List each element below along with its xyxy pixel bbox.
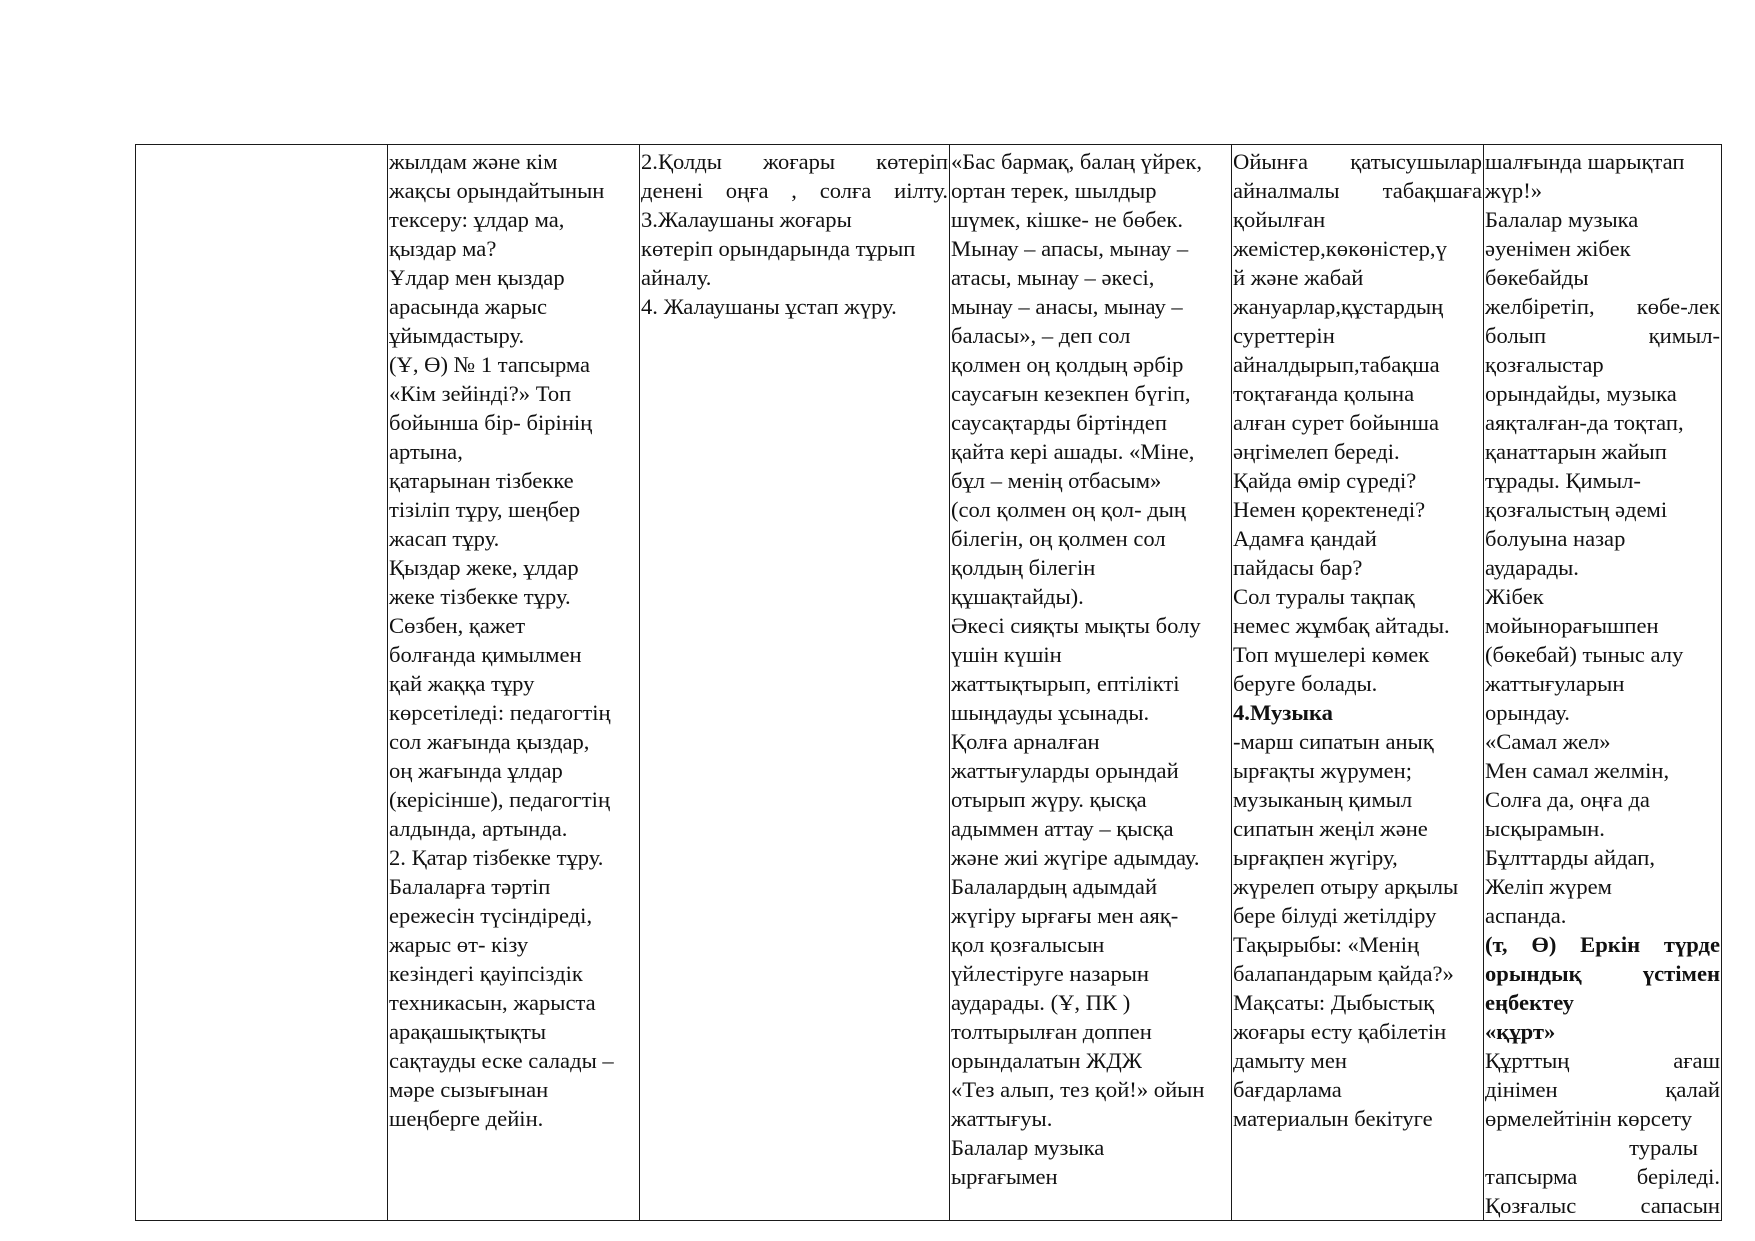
cell-text-line: шыңдауды ұсынады. — [951, 700, 1150, 725]
table-row — [136, 145, 1722, 1221]
cell-text-line: Ойынға қатысушылар — [1233, 149, 1482, 174]
cell-text-line: жақсы орындайтынын — [389, 178, 605, 203]
table-cell-col-1 — [136, 145, 388, 1221]
cell-text-line: Желіп жүрем — [1485, 874, 1612, 899]
cell-text-line: Топ мүшелері көмек — [1233, 642, 1430, 667]
cell-text-line: желбіретіп, көбе-лек — [1485, 294, 1720, 319]
cell-text-line: арасында жарыс — [389, 294, 547, 319]
cell-text-line: саусағын кезекпен бүгіп, — [951, 381, 1191, 406]
cell-text-line: толтырылған доппен — [951, 1019, 1152, 1044]
cell-text-line: балапандарым қайда?» — [1233, 961, 1454, 986]
cell-text-line: Жібек — [1485, 584, 1544, 609]
cell-text-line: тізіліп тұру, шеңбер — [389, 497, 581, 522]
cell-text-line: орындық үстімен — [1485, 961, 1720, 986]
cell-text-line: жаттығуларды орындай — [951, 758, 1179, 783]
cell-text-line: Қайда өмір сүреді? — [1233, 468, 1417, 493]
table-cell-col-4 — [950, 145, 1232, 1221]
cell-text-line: бөкебайды — [1485, 265, 1589, 290]
cell-text-line: тексеру: ұлдар ма, — [389, 207, 565, 232]
cell-text-line: көрсетіледі: педагогтің — [389, 700, 611, 725]
cell-text-line: айналдырып,табақша — [1233, 352, 1440, 377]
cell-text-line: ысқырамын. — [1485, 816, 1605, 841]
lesson-plan-table — [135, 144, 1722, 1221]
cell-text-line: адыммен аттау – қысқа — [951, 816, 1174, 841]
cell-text-line: ырғақты жүрумен; — [1233, 758, 1413, 783]
cell-text-line: -марш сипатын анық — [1233, 729, 1434, 754]
cell-text-line: Сөзбен, қажет — [389, 613, 526, 638]
cell-text-line: отырып жүру. қысқа — [951, 787, 1147, 812]
cell-text-line: айналмалы табақшаға — [1233, 178, 1482, 203]
cell-text-line: қатарынан тізбекке — [389, 468, 574, 493]
cell-text-line: Қозғалыс сапасын — [1485, 1193, 1720, 1218]
cell-text-line: Мен самал желмін, — [1485, 758, 1670, 783]
cell-text-line: Мақсаты: Дыбыстық — [1233, 990, 1435, 1015]
cell-text-line: қайта кері ашады. «Міне, — [951, 439, 1195, 464]
cell-text-line: «Тез алып, тез қой!» ойын — [951, 1077, 1205, 1102]
cell-text-line: үшін күшін — [951, 642, 1062, 667]
cell-text-line: оң жағында ұлдар — [389, 758, 563, 783]
cell-text-line: Әкесі сияқты мықты болу — [951, 613, 1201, 638]
cell-text-line: жоғары есту қабілетін — [1233, 1019, 1447, 1044]
cell-text-line: әңгімелеп береді. — [1233, 439, 1400, 464]
cell-text-line: бағдарлама — [1233, 1077, 1342, 1102]
cell-text-line: 4. Жалаушаны ұстап жүру. — [641, 294, 897, 319]
cell-text-line: (т, Ө) Еркін түрде — [1485, 932, 1720, 957]
cell-text-line: қолмен оң қолдың әрбір — [951, 352, 1184, 377]
cell-text-line: техникасын, жарыста — [389, 990, 596, 1015]
cell-text-line: жемістер,көкөністер,ү — [1233, 236, 1447, 261]
cell-text-line: пайдасы бар? — [1233, 555, 1363, 580]
cell-text-line: ұйымдастыру. — [389, 323, 525, 348]
cell-text-line: суреттерін — [1233, 323, 1335, 348]
cell-text-line: сипатын жеңіл және — [1233, 816, 1428, 841]
cell-text-line: жүр!» — [1485, 178, 1543, 203]
table-cell-col-3 — [640, 145, 950, 1221]
cell-text-line: жүрелеп отыру арқылы — [1233, 874, 1459, 899]
cell-text-line: денені оңға , солға иілту. — [641, 178, 948, 203]
cell-text-line: жеке тізбекке тұру. — [389, 584, 571, 609]
cell-text-line: (Ұ, Ө) № 1 тапсырма — [389, 352, 591, 377]
cell-text-line: Қолға арналған — [951, 729, 1100, 754]
cell-text-line: орындау. — [1485, 700, 1570, 725]
cell-text-line: (бөкебай) тыныс алу — [1485, 642, 1684, 667]
cell-text-line: беруге болады. — [1233, 671, 1378, 696]
cell-text-line: және жиі жүгіре адымдау. — [951, 845, 1200, 870]
cell-text-line: алған сурет бойынша — [1233, 410, 1439, 435]
cell-text-line: Солға да, оңға да — [1485, 787, 1650, 812]
cell-text-line: «Бас бармақ, балаң үйрек, — [951, 149, 1203, 174]
cell-text-line: аяқталған-да тоқтап, — [1485, 410, 1684, 435]
cell-text-line: Балаларға тәртіп — [389, 874, 551, 899]
cell-text-line: ережесін түсіндіреді, — [389, 903, 593, 928]
cell-text-line: 2.Қолды жоғары көтеріп — [641, 149, 948, 174]
cell-text-line: бойынша бір- бірінің — [389, 410, 593, 435]
cell-text-line: қозғалыстар — [1485, 352, 1604, 377]
cell-text-line: қойылған — [1233, 207, 1326, 232]
cell-text-line: Балалар музыка — [951, 1135, 1105, 1160]
cell-text-line: артына, — [389, 439, 463, 464]
cell-text-line: шүмек, кішке- не бөбек. — [951, 207, 1183, 232]
cell-text-line: сақтауды еске салады – — [389, 1048, 614, 1073]
cell-text-line: тапсырма беріледі. — [1485, 1164, 1720, 1189]
cell-text-line: аударады. (Ұ, ПК ) — [951, 990, 1131, 1015]
cell-text-line: мойынорағышпен — [1485, 613, 1659, 638]
cell-text-line: ырғағымен — [951, 1164, 1058, 1189]
table-cell-col-6 — [1484, 145, 1722, 1221]
cell-text-line: қозғалыстың әдемі — [1485, 497, 1668, 522]
cell-text-line: мәре сызығынан — [389, 1077, 549, 1102]
cell-text-line: немес жұмбақ айтады. — [1233, 613, 1450, 638]
cell-text-line: саусақтарды біртіндеп — [951, 410, 1167, 435]
cell-text-line: өрмелейтінін көрсету — [1485, 1106, 1693, 1131]
cell-text-line: үйлестіруге назарын — [951, 961, 1150, 986]
cell-text-line: Құрттың ағаш — [1485, 1048, 1720, 1073]
cell-text-line: шеңберге дейін. — [389, 1106, 544, 1131]
cell-text-line: атасы, мынау – әкесі, — [951, 265, 1155, 290]
cell-text-line: орындайды, музыка — [1485, 381, 1677, 406]
cell-text-line: жаттығуы. — [951, 1106, 1053, 1131]
cell-text-line: 2. Қатар тізбекке тұру. — [389, 845, 604, 870]
cell-text-line: құшақтайды). — [951, 584, 1084, 609]
cell-text-line: болғанда қимылмен — [389, 642, 582, 667]
cell-text-line: материалын бекітуге — [1233, 1106, 1433, 1131]
cell-text-line: көтеріп орындарында тұрып — [641, 236, 916, 261]
cell-text-line: жануарлар,құстардың — [1233, 294, 1444, 319]
cell-text-line: тоқтағанда қолына — [1233, 381, 1415, 406]
cell-text-line: «Кім зейінді?» Топ — [389, 381, 572, 406]
cell-text-line: жаттықтырып, ептілікті — [951, 671, 1180, 696]
cell-text-line: аспанда. — [1485, 903, 1567, 928]
cell-text-line: сол жағында қыздар, — [389, 729, 590, 754]
cell-text-line: туралы — [1629, 1135, 1698, 1160]
cell-text-line: шалғында шарықтап — [1485, 149, 1685, 174]
cell-text-line: Сол туралы тақпақ — [1233, 584, 1415, 609]
cell-text-line: Мынау – апасы, мынау – — [951, 236, 1189, 261]
cell-text-line: Ұлдар мен қыздар — [389, 265, 565, 290]
cell-text-line: дамыту мен — [1233, 1048, 1347, 1073]
cell-text-line: әуенімен жібек — [1485, 236, 1631, 261]
table-cell-col-2 — [388, 145, 640, 1221]
cell-text-line: (керісінше), педагогтің — [389, 787, 611, 812]
cell-text-line: Бұлттарды айдап, — [1485, 845, 1656, 870]
cell-text-line: жасап тұру. — [389, 526, 500, 551]
cell-text-line: болып қимыл- — [1485, 323, 1720, 348]
cell-text-line: бұл – менің отбасым» — [951, 468, 1162, 493]
cell-text-line: жылдам және кім — [389, 149, 558, 174]
cell-text-line: орындалатын ЖДЖ — [951, 1048, 1142, 1073]
cell-text-line: жаттығуларын — [1485, 671, 1625, 696]
cell-text-line: бере білуді жетілдіру — [1233, 903, 1437, 928]
cell-text-line: тұрады. Қимыл- — [1485, 468, 1641, 493]
cell-text-line: еңбектеу — [1485, 990, 1574, 1015]
cell-text-line: болуына назар — [1485, 526, 1626, 551]
cell-text-line: 4.Музыка — [1233, 700, 1333, 725]
cell-text-line: арақашықтықты — [389, 1019, 546, 1044]
cell-text-line: Тақырыбы: «Менің — [1233, 932, 1420, 957]
cell-text-line: й және жабай — [1233, 265, 1364, 290]
cell-text-line: жүгіру ырғағы мен аяқ- — [951, 903, 1179, 928]
cell-text-line: қолдың білегін — [951, 555, 1096, 580]
cell-text-line: қол қозғалысын — [951, 932, 1105, 957]
cell-text-line: Балалардың адымдай — [951, 874, 1158, 899]
cell-text-line: ырғақпен жүгіру, — [1233, 845, 1398, 870]
cell-text-line: қанаттарын жайып — [1485, 439, 1667, 464]
cell-text-line: «құрт» — [1485, 1019, 1556, 1044]
cell-text-line: кезіндегі қауіпсіздік — [389, 961, 583, 986]
cell-text-line: Адамға қандай — [1233, 526, 1377, 551]
cell-text-line: дінімен қалай — [1485, 1077, 1720, 1102]
cell-text-line: 3.Жалаушаны жоғары — [641, 207, 852, 232]
cell-text-line: білегін, оң қолмен сол — [951, 526, 1166, 551]
cell-text-line: «Самал жел» — [1485, 729, 1611, 754]
cell-text-line: Қыздар жеке, ұлдар — [389, 555, 579, 580]
table-cell-col-5 — [1232, 145, 1484, 1221]
cell-text-line: аударады. — [1485, 555, 1579, 580]
cell-text-line: (сол қолмен оң қол- дың — [951, 497, 1187, 522]
cell-text-line: Балалар музыка — [1485, 207, 1639, 232]
cell-text-line: айналу. — [641, 265, 712, 290]
cell-text-line: музыканың қимыл — [1233, 787, 1413, 812]
cell-text-line: қыздар ма? — [389, 236, 497, 261]
cell-text-line: қай жаққа тұру — [389, 671, 535, 696]
cell-text-line: мынау – анасы, мынау – — [951, 294, 1183, 319]
cell-text-line: ортан терек, шылдыр — [951, 178, 1157, 203]
cell-text-line: Немен қоректенеді? — [1233, 497, 1426, 522]
cell-text-line: жарыс өт- кізу — [389, 932, 529, 957]
cell-text-line: алдында, артында. — [389, 816, 568, 841]
cell-text-line: баласы», – деп сол — [951, 323, 1131, 348]
